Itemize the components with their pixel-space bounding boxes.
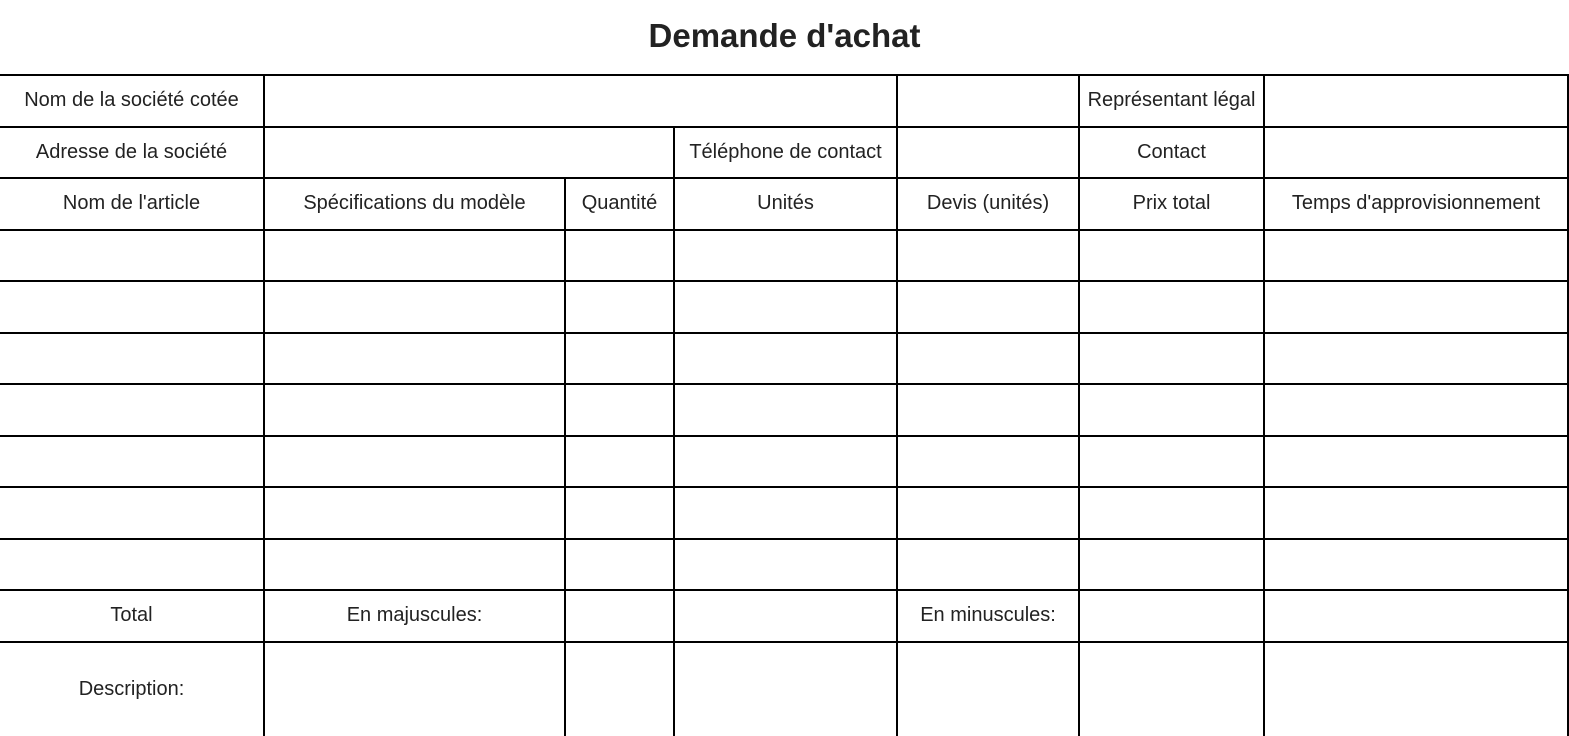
total-price-cell[interactable] (1079, 230, 1264, 282)
lead-time-cell[interactable] (1264, 281, 1568, 333)
company-name-field[interactable] (264, 75, 897, 127)
column-header-item-name: Nom de l'article (0, 178, 264, 230)
company-address-label: Adresse de la société (0, 127, 264, 179)
total-price-cell[interactable] (1079, 384, 1264, 436)
units-cell[interactable] (674, 230, 897, 282)
total-price-cell[interactable] (1079, 333, 1264, 385)
table-row (0, 384, 1568, 436)
lead-time-cell[interactable] (1264, 384, 1568, 436)
uppercase-amount-label: En majuscules: (264, 590, 565, 642)
lowercase-amount-field-extra[interactable] (1264, 590, 1568, 642)
legal-representative-label: Représentant légal (1079, 75, 1264, 127)
phone-label: Téléphone de contact (674, 127, 897, 179)
quantity-cell[interactable] (565, 487, 674, 539)
purchase-request-table (0, 74, 1569, 736)
specifications-cell[interactable] (264, 539, 565, 591)
quantity-cell[interactable] (565, 384, 674, 436)
company-address-field[interactable] (264, 127, 674, 179)
units-cell[interactable] (674, 333, 897, 385)
quote-cell[interactable] (897, 539, 1079, 591)
item-name-cell[interactable] (0, 539, 264, 591)
description-field[interactable] (565, 642, 674, 736)
lead-time-cell[interactable] (1264, 436, 1568, 488)
quote-cell[interactable] (897, 281, 1079, 333)
quantity-cell[interactable] (565, 436, 674, 488)
specifications-cell[interactable] (264, 281, 565, 333)
quote-cell[interactable] (897, 436, 1079, 488)
description-field[interactable] (1079, 642, 1264, 736)
column-header-row (0, 178, 1568, 230)
quantity-cell[interactable] (565, 539, 674, 591)
units-cell[interactable] (674, 487, 897, 539)
specifications-cell[interactable] (264, 436, 565, 488)
column-header-total-price: Prix total (1079, 178, 1264, 230)
table-row (0, 436, 1568, 488)
table-row (0, 539, 1568, 591)
table-row (0, 333, 1568, 385)
lead-time-cell[interactable] (1264, 487, 1568, 539)
description-label: Description: (0, 642, 264, 736)
column-header-specifications: Spécifications du modèle (264, 178, 565, 230)
form-title: Demande d'achat (648, 17, 921, 54)
description-row (0, 642, 1568, 736)
table-row (0, 487, 1568, 539)
lowercase-amount-field[interactable] (1079, 590, 1264, 642)
units-cell[interactable] (674, 384, 897, 436)
quantity-cell[interactable] (565, 281, 674, 333)
lead-time-cell[interactable] (1264, 230, 1568, 282)
company-row (0, 75, 1568, 127)
lowercase-amount-label: En minuscules: (897, 590, 1079, 642)
item-name-cell[interactable] (0, 436, 264, 488)
column-header-quantity: Quantité (565, 178, 674, 230)
column-header-units: Unités (674, 178, 897, 230)
table-row (0, 230, 1568, 282)
uppercase-amount-field-extra[interactable] (674, 590, 897, 642)
item-name-cell[interactable] (0, 384, 264, 436)
quote-cell[interactable] (897, 487, 1079, 539)
specifications-cell[interactable] (264, 230, 565, 282)
description-field[interactable] (264, 642, 565, 736)
total-price-cell[interactable] (1079, 487, 1264, 539)
total-price-cell[interactable] (1079, 281, 1264, 333)
description-field[interactable] (897, 642, 1079, 736)
quote-cell[interactable] (897, 230, 1079, 282)
item-name-cell[interactable] (0, 487, 264, 539)
legal-representative-field[interactable] (1264, 75, 1568, 127)
quantity-cell[interactable] (565, 230, 674, 282)
contact-field[interactable] (1264, 127, 1568, 179)
table-row (0, 281, 1568, 333)
quote-cell[interactable] (897, 333, 1079, 385)
item-name-cell[interactable] (0, 281, 264, 333)
contact-label: Contact (1079, 127, 1264, 179)
address-row (0, 127, 1568, 179)
column-header-lead-time: Temps d'approvisionnement (1264, 178, 1568, 230)
description-field[interactable] (1264, 642, 1568, 736)
phone-field[interactable] (897, 127, 1079, 179)
units-cell[interactable] (674, 539, 897, 591)
units-cell[interactable] (674, 436, 897, 488)
item-name-cell[interactable] (0, 230, 264, 282)
total-price-cell[interactable] (1079, 436, 1264, 488)
total-price-cell[interactable] (1079, 539, 1264, 591)
specifications-cell[interactable] (264, 384, 565, 436)
specifications-cell[interactable] (264, 333, 565, 385)
column-header-quote: Devis (unités) (897, 178, 1079, 230)
total-row (0, 590, 1568, 642)
specifications-cell[interactable] (264, 487, 565, 539)
total-label: Total (0, 590, 264, 642)
units-cell[interactable] (674, 281, 897, 333)
company-name-label: Nom de la société cotée (0, 75, 264, 127)
quote-cell[interactable] (897, 384, 1079, 436)
quantity-cell[interactable] (565, 333, 674, 385)
lead-time-cell[interactable] (1264, 539, 1568, 591)
lead-time-cell[interactable] (1264, 333, 1568, 385)
item-name-cell[interactable] (0, 333, 264, 385)
uppercase-amount-field[interactable] (565, 590, 674, 642)
description-field[interactable] (674, 642, 897, 736)
company-extra-field[interactable] (897, 75, 1079, 127)
